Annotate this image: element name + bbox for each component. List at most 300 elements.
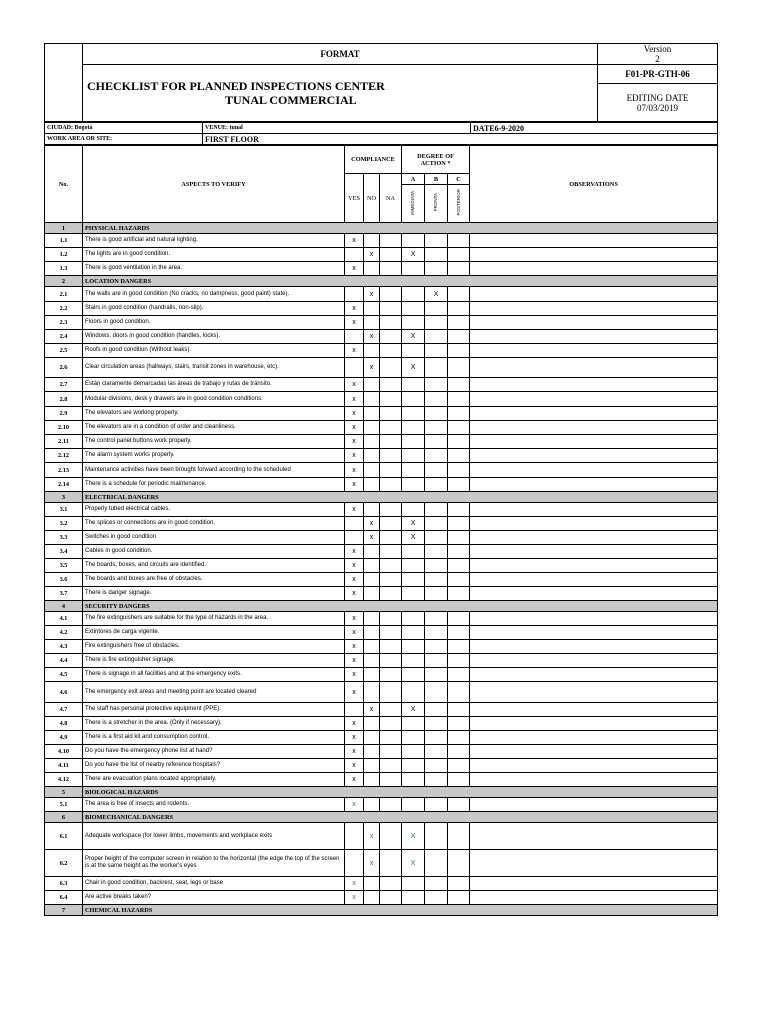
yes-mark: x (345, 626, 364, 640)
degree-c-mark (448, 773, 470, 787)
observation-cell (470, 358, 718, 378)
degree-b-mark (425, 850, 448, 877)
item-number: 2.4 (45, 330, 83, 344)
venue-field: VENUE: tunal (203, 123, 471, 134)
item-aspect: There is danger signage. (83, 587, 345, 601)
degree-c-mark (448, 545, 470, 559)
observation-cell (470, 478, 718, 492)
item-number: 2.1 (45, 287, 83, 302)
item-aspect: The control panel buttons work properly. (83, 435, 345, 449)
na-mark (380, 877, 402, 891)
degree-a-mark (402, 773, 425, 787)
no-mark (364, 626, 380, 640)
degree-c-mark (448, 503, 470, 517)
no-mark (364, 559, 380, 573)
no-mark (364, 891, 380, 905)
item-aspect: Cables in good condition. (83, 545, 345, 559)
no-mark (364, 640, 380, 654)
item-number: 6.1 (45, 823, 83, 850)
yes-mark (345, 531, 364, 545)
no-mark: x (364, 330, 380, 344)
col-yes-header: YES (345, 174, 364, 223)
section-row (45, 905, 718, 916)
na-mark (380, 573, 402, 587)
degree-a-mark (402, 378, 425, 392)
item-number: 2.8 (45, 392, 83, 407)
item-number: 4.12 (45, 773, 83, 787)
checklist-item-row (45, 234, 718, 248)
yes-mark: x (345, 877, 364, 891)
degree-c-mark (448, 435, 470, 449)
yes-mark (345, 248, 364, 262)
no-mark (364, 573, 380, 587)
na-mark (380, 248, 402, 262)
degree-a-mark (402, 877, 425, 891)
checklist-sheet (44, 43, 717, 916)
na-mark (380, 262, 402, 276)
item-aspect: The emergency exit areas and meeting point are located cleared (83, 682, 345, 703)
yes-mark (345, 823, 364, 850)
item-aspect: The boards and boxes are free of obstacles. (83, 573, 345, 587)
degree-c-mark (448, 682, 470, 703)
item-number: 4.8 (45, 717, 83, 731)
observation-cell (470, 316, 718, 330)
degree-c-mark (448, 478, 470, 492)
no-mark (364, 731, 380, 745)
item-number: 4.7 (45, 703, 83, 717)
format-label: FORMAT (83, 44, 598, 65)
degree-c-mark (448, 262, 470, 276)
observation-cell (470, 302, 718, 316)
degree-b-mark (425, 392, 448, 407)
no-mark: x (364, 287, 380, 302)
na-mark (380, 478, 402, 492)
section-title: BIOMECHANICAL DANGERS (83, 812, 718, 823)
item-aspect: Switches in good condition (83, 531, 345, 545)
checklist-item-row (45, 287, 718, 302)
degree-a-mark (402, 573, 425, 587)
degree-c-mark (448, 640, 470, 654)
observation-cell (470, 668, 718, 682)
section-title: PHYSICAL HAZARDS (83, 223, 718, 234)
na-mark (380, 823, 402, 850)
degree-b-mark (425, 407, 448, 421)
observation-cell (470, 407, 718, 421)
degree-c-mark (448, 626, 470, 640)
item-number: 1.3 (45, 262, 83, 276)
degree-c-mark (448, 798, 470, 812)
na-mark (380, 703, 402, 717)
observation-cell (470, 731, 718, 745)
degree-c-mark (448, 287, 470, 302)
degree-a-mark: X (402, 823, 425, 850)
no-mark (364, 798, 380, 812)
na-mark (380, 654, 402, 668)
item-aspect: Maintenance activities have been brought forward according to the scheduled (83, 463, 345, 478)
na-mark (380, 449, 402, 463)
checklist-item-row (45, 773, 718, 787)
degree-c-mark (448, 531, 470, 545)
work-area-value: FIRST FLOOR (203, 134, 718, 145)
yes-mark: x (345, 449, 364, 463)
item-aspect: There is good ventilation in the area. (83, 262, 345, 276)
degree-b-mark (425, 731, 448, 745)
item-number: 2.14 (45, 478, 83, 492)
checklist-item-row (45, 421, 718, 435)
item-aspect: The lights are in good condition. (83, 248, 345, 262)
yes-mark: x (345, 316, 364, 330)
degree-b-mark (425, 545, 448, 559)
item-number: 2.2 (45, 302, 83, 316)
degree-b-mark (425, 759, 448, 773)
observation-cell (470, 421, 718, 435)
yes-mark: x (345, 378, 364, 392)
degree-a-mark (402, 449, 425, 463)
item-number: 4.5 (45, 668, 83, 682)
na-mark (380, 287, 402, 302)
degree-b-mark (425, 682, 448, 703)
observation-cell (470, 703, 718, 717)
item-number: 2.13 (45, 463, 83, 478)
degree-b-mark (425, 302, 448, 316)
degree-b-mark: X (425, 287, 448, 302)
checklist-item-row (45, 503, 718, 517)
section-title: LOCATION DANGERS (83, 276, 718, 287)
doc-code: F01-PR-GTH-06 (598, 65, 718, 84)
item-aspect: Clear circulation areas (hallways, stairs, transit zones in warehouse, etc). (83, 358, 345, 378)
item-number: 3.1 (45, 503, 83, 517)
degree-b-mark (425, 612, 448, 626)
degree-a-mark (402, 745, 425, 759)
observation-cell (470, 287, 718, 302)
item-number: 2.7 (45, 378, 83, 392)
degree-a-mark (402, 478, 425, 492)
item-number: 6.3 (45, 877, 83, 891)
col-a-sub: INMEDIATA (402, 185, 425, 223)
no-mark (364, 378, 380, 392)
observation-cell (470, 612, 718, 626)
degree-c-mark (448, 358, 470, 378)
yes-mark: x (345, 302, 364, 316)
no-mark (364, 717, 380, 731)
item-aspect: There is a first aid kit and consumption control. (83, 731, 345, 745)
yes-mark (345, 517, 364, 531)
observation-cell (470, 330, 718, 344)
observation-cell (470, 392, 718, 407)
checklist-item-row (45, 654, 718, 668)
observation-cell (470, 248, 718, 262)
degree-c-mark (448, 344, 470, 358)
item-aspect: Do you have the emergency phone list at hand? (83, 745, 345, 759)
degree-a-mark (402, 234, 425, 248)
checklist-item-row (45, 587, 718, 601)
checklist-item-row (45, 378, 718, 392)
degree-b-mark (425, 517, 448, 531)
degree-c-mark (448, 668, 470, 682)
degree-b-mark (425, 316, 448, 330)
yes-mark: x (345, 503, 364, 517)
checklist-item-row (45, 407, 718, 421)
yes-mark: x (345, 344, 364, 358)
yes-mark: x (345, 717, 364, 731)
no-mark (364, 745, 380, 759)
na-mark (380, 421, 402, 435)
checklist-item-row (45, 703, 718, 717)
item-aspect: Are active breaks taken? (83, 891, 345, 905)
degree-a-mark (402, 287, 425, 302)
yes-mark: x (345, 545, 364, 559)
item-aspect: Adequate workspace (for lower limbs, movements and workplace exits (83, 823, 345, 850)
no-mark (364, 463, 380, 478)
degree-c-mark (448, 407, 470, 421)
degree-c-mark (448, 559, 470, 573)
checklist-item-row (45, 877, 718, 891)
yes-mark: x (345, 573, 364, 587)
degree-a-mark (402, 759, 425, 773)
degree-c-mark (448, 850, 470, 877)
degree-b-mark (425, 798, 448, 812)
version-cell (598, 44, 718, 65)
checklist-item-row (45, 478, 718, 492)
degree-a-mark: X (402, 517, 425, 531)
degree-a-mark: X (402, 330, 425, 344)
item-number: 4.11 (45, 759, 83, 773)
item-aspect: There is signage in all facilities and at the emergency exits. (83, 668, 345, 682)
section-row (45, 276, 718, 287)
yes-mark: x (345, 587, 364, 601)
na-mark (380, 392, 402, 407)
degree-a-mark (402, 587, 425, 601)
yes-mark: x (345, 745, 364, 759)
na-mark (380, 587, 402, 601)
item-number: 4.4 (45, 654, 83, 668)
item-number: 2.10 (45, 421, 83, 435)
degree-b-mark (425, 463, 448, 478)
checklist-item-row (45, 344, 718, 358)
col-aspects-header: ASPECTS TO VERIFY (83, 146, 345, 223)
degree-b-mark (425, 559, 448, 573)
degree-b-mark (425, 703, 448, 717)
yes-mark: x (345, 463, 364, 478)
degree-a-mark: X (402, 358, 425, 378)
degree-b-mark (425, 262, 448, 276)
degree-a-mark (402, 463, 425, 478)
degree-a-mark (402, 717, 425, 731)
degree-a-mark (402, 421, 425, 435)
section-number: 2 (45, 276, 83, 287)
item-number: 2.6 (45, 358, 83, 378)
checklist-item-row (45, 330, 718, 344)
yes-mark: x (345, 435, 364, 449)
degree-c-mark (448, 717, 470, 731)
observation-cell (470, 850, 718, 877)
no-mark (364, 316, 380, 330)
date-field: DATE6-9-2020 (471, 123, 718, 134)
item-aspect: Modular divisions, desk y drawers are in good condition conditions. (83, 392, 345, 407)
na-mark (380, 668, 402, 682)
degree-b-mark (425, 877, 448, 891)
degree-a-mark (402, 302, 425, 316)
section-number: 7 (45, 905, 83, 916)
observation-cell (470, 545, 718, 559)
na-mark (380, 545, 402, 559)
degree-a-mark (402, 798, 425, 812)
item-aspect: Floors in good condition. (83, 316, 345, 330)
observation-cell (470, 682, 718, 703)
item-number: 3.3 (45, 531, 83, 545)
degree-c-mark (448, 330, 470, 344)
observation-cell (470, 573, 718, 587)
item-aspect: The boards, boxes, and circuits are identified. (83, 559, 345, 573)
na-mark (380, 640, 402, 654)
degree-a-mark (402, 262, 425, 276)
section-number: 4 (45, 601, 83, 612)
item-aspect: Windows, doors in good condition (handles, locks). (83, 330, 345, 344)
no-mark: x (364, 531, 380, 545)
observation-cell (470, 823, 718, 850)
no-mark (364, 612, 380, 626)
col-observations-header: OBSERVATIONS (470, 146, 718, 223)
yes-mark: x (345, 773, 364, 787)
item-number: 3.2 (45, 517, 83, 531)
item-number: 4.3 (45, 640, 83, 654)
checklist-item-row (45, 717, 718, 731)
degree-b-mark (425, 503, 448, 517)
checklist-item-row (45, 531, 718, 545)
item-number: 1.2 (45, 248, 83, 262)
col-b-header: B (425, 174, 448, 185)
item-aspect: There is good artificial and natural lighting. (83, 234, 345, 248)
degree-a-mark: X (402, 248, 425, 262)
degree-c-mark (448, 248, 470, 262)
item-aspect: Stairs in good condition (handrails, non-slip). (83, 302, 345, 316)
item-number: 4.1 (45, 612, 83, 626)
item-aspect: The splices or connections are in good condition. (83, 517, 345, 531)
degree-c-mark (448, 392, 470, 407)
degree-c-mark (448, 316, 470, 330)
degree-a-mark (402, 392, 425, 407)
editing-date-value: 07/03/2019 (637, 102, 679, 113)
no-mark (364, 759, 380, 773)
checklist-item-row (45, 517, 718, 531)
no-mark (364, 503, 380, 517)
yes-mark: x (345, 798, 364, 812)
logo-cell (45, 44, 83, 122)
observation-cell (470, 798, 718, 812)
section-row (45, 492, 718, 503)
degree-b-mark (425, 478, 448, 492)
degree-a-mark (402, 559, 425, 573)
na-mark (380, 316, 402, 330)
item-number: 2.5 (45, 344, 83, 358)
item-aspect: Proper height of the computer screen in relation to the horizontal (the edge the top of the screen is at the same height as the worker's eyes (83, 850, 345, 877)
checklist-item-row (45, 745, 718, 759)
checklist-item-row (45, 435, 718, 449)
degree-c-mark (448, 703, 470, 717)
degree-a-mark (402, 612, 425, 626)
degree-b-mark (425, 773, 448, 787)
editing-date-label: EDITING DATE (626, 92, 689, 103)
degree-a-mark (402, 435, 425, 449)
degree-b-mark (425, 745, 448, 759)
observation-cell (470, 234, 718, 248)
checklist-item-row (45, 798, 718, 812)
degree-b-mark (425, 891, 448, 905)
na-mark (380, 745, 402, 759)
no-mark (364, 877, 380, 891)
yes-mark: x (345, 891, 364, 905)
degree-a-mark (402, 545, 425, 559)
section-title: CHEMICAL HAZARDS (83, 905, 718, 916)
title-line1: CHECKLIST FOR PLANNED INSPECTIONS CENTER (87, 79, 385, 93)
observation-cell (470, 531, 718, 545)
no-mark (364, 262, 380, 276)
degree-c-mark (448, 302, 470, 316)
degree-c-mark (448, 759, 470, 773)
checklist-item-row (45, 682, 718, 703)
item-aspect: The walls are in good condition (No cracks, no dampness, good paint) state). (83, 287, 345, 302)
item-number: 3.5 (45, 559, 83, 573)
na-mark (380, 463, 402, 478)
no-mark (364, 435, 380, 449)
item-number: 3.6 (45, 573, 83, 587)
checklist-item-row (45, 668, 718, 682)
no-mark: x (364, 248, 380, 262)
na-mark (380, 612, 402, 626)
na-mark (380, 717, 402, 731)
degree-b-mark (425, 248, 448, 262)
degree-c-mark (448, 234, 470, 248)
no-mark: x (364, 358, 380, 378)
item-aspect: There are evacuation plans located appropriately. (83, 773, 345, 787)
no-mark: x (364, 703, 380, 717)
col-a-header: A (402, 174, 425, 185)
degree-b-mark (425, 654, 448, 668)
na-mark (380, 302, 402, 316)
observation-cell (470, 759, 718, 773)
col-compliance-header: COMPLIANCE (345, 146, 402, 174)
no-mark: x (364, 850, 380, 877)
no-mark (364, 654, 380, 668)
degree-b-mark (425, 717, 448, 731)
degree-b-mark (425, 587, 448, 601)
degree-a-mark (402, 682, 425, 703)
yes-mark: x (345, 640, 364, 654)
observation-cell (470, 344, 718, 358)
item-aspect: Properly tubed electrical cables. (83, 503, 345, 517)
item-aspect: Extintores de carga vigente. (83, 626, 345, 640)
section-title: BIOLOGICAL HAZARDS (83, 787, 718, 798)
yes-mark: x (345, 612, 364, 626)
yes-mark: x (345, 262, 364, 276)
degree-b-mark (425, 344, 448, 358)
no-mark (364, 668, 380, 682)
yes-mark (345, 703, 364, 717)
item-aspect: Están claramente demarcadas las áreas de trabajo y rutas de tránsito. (83, 378, 345, 392)
na-mark (380, 234, 402, 248)
item-aspect: There is fire extinguisher signage. (83, 654, 345, 668)
section-title: SECURITY DANGERS (83, 601, 718, 612)
item-aspect: The elevators are working properly. (83, 407, 345, 421)
city-field: CIUDAD: Bogotá (45, 123, 203, 134)
item-aspect: The alarm system works properly. (83, 449, 345, 463)
col-c-header: C (448, 174, 470, 185)
degree-a-mark: X (402, 703, 425, 717)
item-number: 5.1 (45, 798, 83, 812)
observation-cell (470, 517, 718, 531)
na-mark (380, 358, 402, 378)
degree-b-mark (425, 435, 448, 449)
